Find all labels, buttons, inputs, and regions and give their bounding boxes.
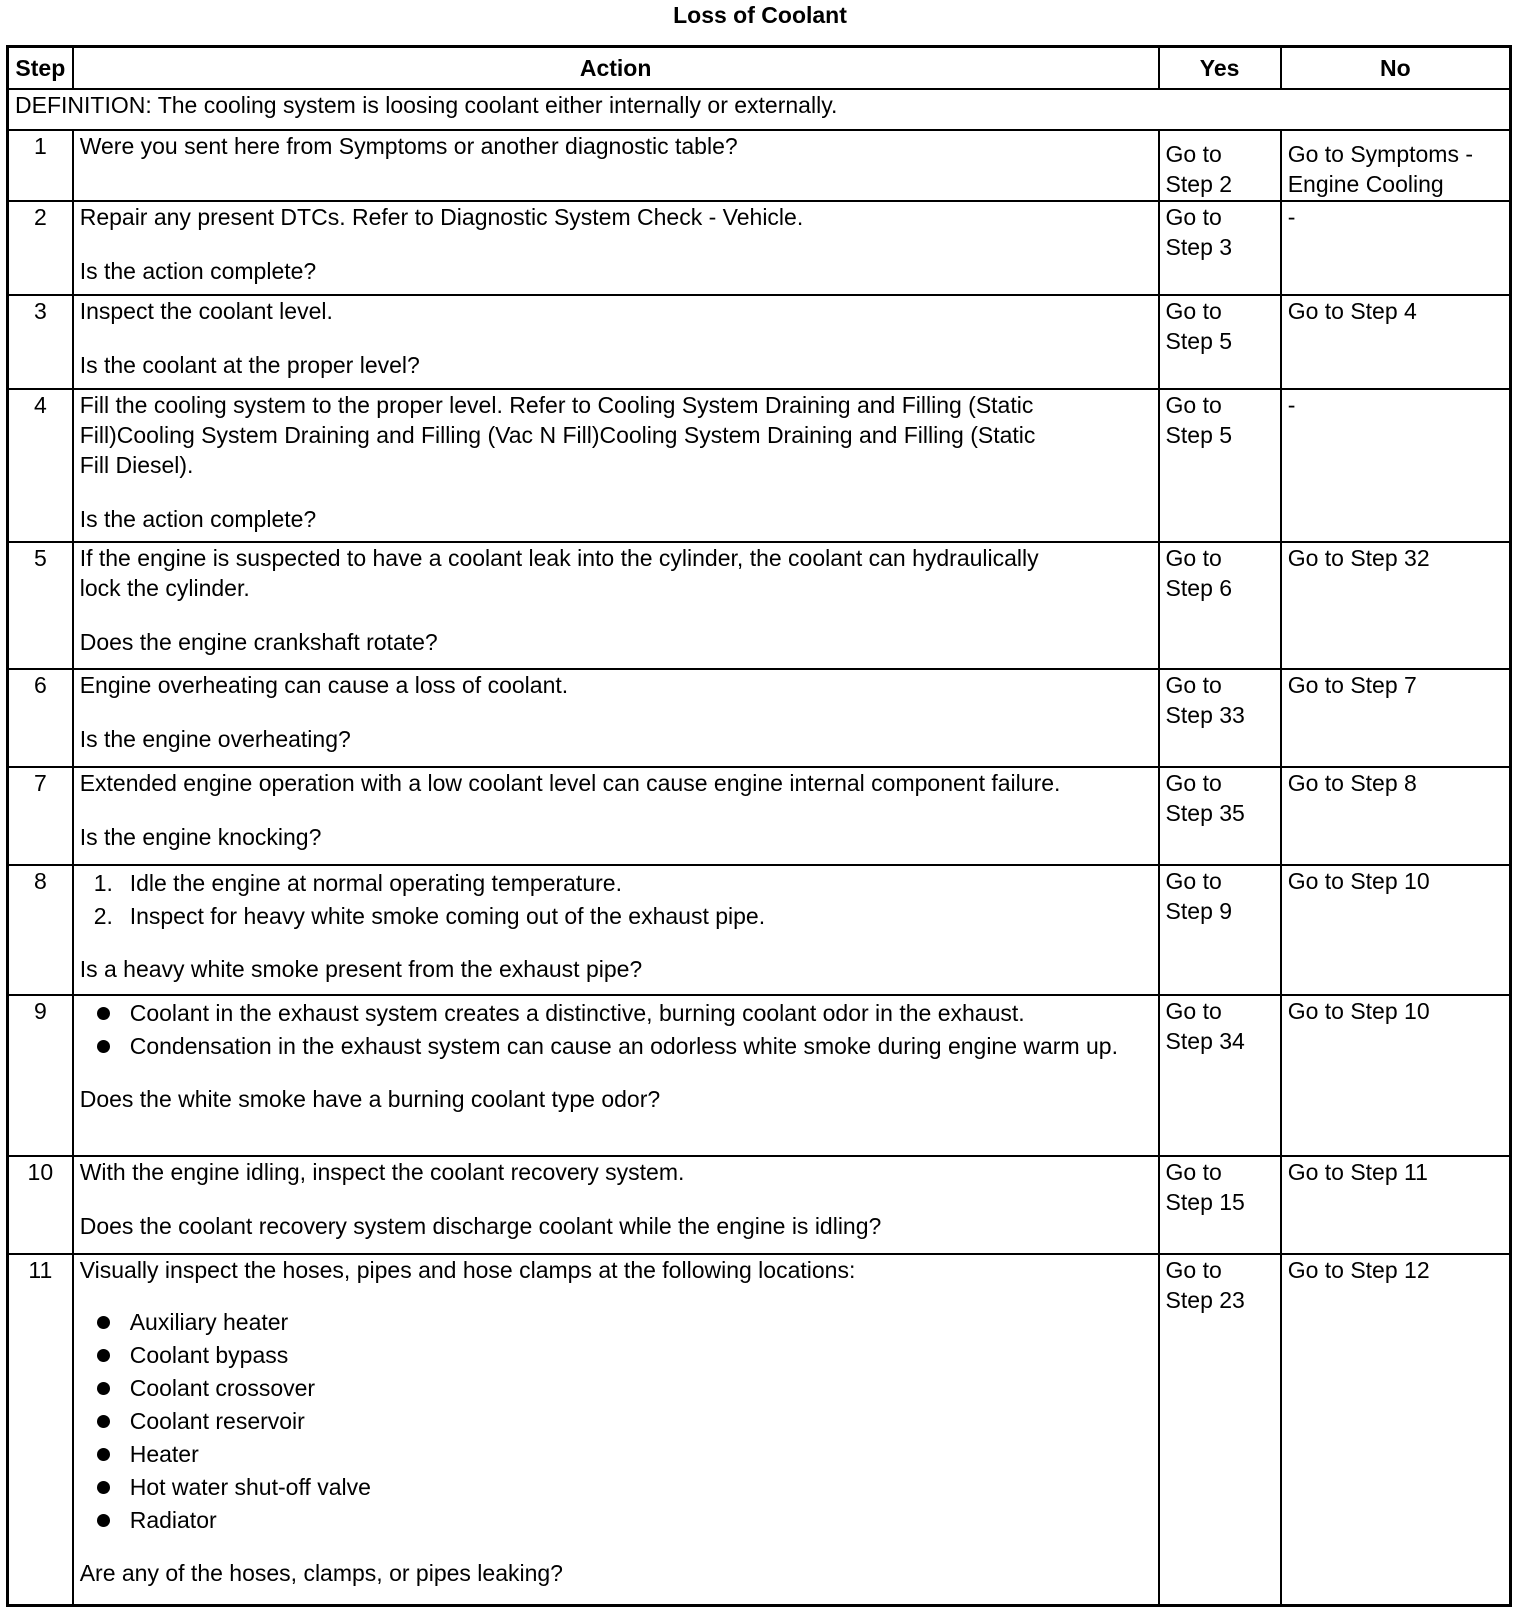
action-text: If the engine is suspected to have a coolant leak into the cylinder, the coolant can hydraulically <box>79 545 1039 571</box>
list-item <box>80 1340 1152 1370</box>
yes-cell <box>1159 1254 1281 1605</box>
yes-text: Go to <box>1165 672 1222 698</box>
list-item <box>80 1505 1152 1535</box>
header-no: No <box>1281 47 1511 90</box>
yes-step: Step 3 <box>1165 234 1233 260</box>
list-text: Coolant crossover <box>129 1375 316 1401</box>
action-question: Is the action complete? <box>79 258 317 284</box>
list-text: Coolant in the exhaust system creates a distinctive, burning coolant odor in the exhaust. <box>129 1000 1025 1026</box>
bullet-list <box>80 1307 1152 1535</box>
header-row <box>8 47 1511 90</box>
no-cell: Go to Step 12 <box>1281 1254 1511 1605</box>
bullet-icon <box>97 1481 110 1494</box>
bullet-icon <box>97 1007 110 1020</box>
list-marker: 1. <box>93 870 113 896</box>
yes-step: Step 35 <box>1165 800 1245 826</box>
bullet-list <box>80 998 1152 1061</box>
yes-cell <box>1159 201 1281 295</box>
action-question: Does the coolant recovery system discharge coolant while the engine is idling? <box>79 1213 882 1239</box>
definition-row <box>8 89 1511 130</box>
yes-cell <box>1159 542 1281 669</box>
diagnostic-table <box>6 45 1512 1607</box>
no-cell: Go to Step 10 <box>1281 995 1511 1156</box>
table-row <box>8 995 1511 1156</box>
bullet-icon <box>97 1514 110 1527</box>
list-text: Idle the engine at normal operating temperature. <box>129 870 622 896</box>
no-text: Go to Symptoms - <box>1287 141 1474 167</box>
yes-text: Go to <box>1165 204 1222 230</box>
list-text: Coolant reservoir <box>129 1408 305 1434</box>
no-cell: Go to Step 8 <box>1281 767 1511 865</box>
header-yes: Yes <box>1159 47 1281 90</box>
list-text: Auxiliary heater <box>129 1309 289 1335</box>
step-number: 4 <box>8 389 73 542</box>
table-row <box>8 1156 1511 1254</box>
yes-step: Step 9 <box>1165 898 1233 924</box>
action-question: Is the engine knocking? <box>79 824 322 850</box>
no-cell: Go to Step 32 <box>1281 542 1511 669</box>
definition-text: DEFINITION: The cooling system is loosing coolant either internally or externally. <box>8 89 1511 130</box>
list-text: Inspect for heavy white smoke coming out of the exhaust pipe. <box>129 903 766 929</box>
action-cell <box>73 1156 1159 1254</box>
no-text-2: Engine Cooling <box>1287 171 1444 197</box>
list-item <box>80 868 1152 898</box>
list-text: Coolant bypass <box>129 1342 289 1368</box>
action-question: Is a heavy white smoke present from the exhaust pipe? <box>79 956 643 982</box>
yes-cell <box>1159 995 1281 1156</box>
action-question: Is the action complete? <box>79 506 317 532</box>
yes-step: Step 23 <box>1165 1287 1245 1313</box>
table-row <box>8 201 1511 295</box>
action-text: Were you sent here from Symptoms or another diagnostic table? <box>79 133 738 159</box>
action-text-2: Fill)Cooling System Draining and Filling (Vac N Fill)Cooling System Draining and Filling (Static <box>79 422 1036 448</box>
list-item <box>80 1439 1152 1469</box>
bullet-icon <box>97 1316 110 1329</box>
action-text: Inspect the coolant level. <box>79 298 333 324</box>
yes-step: Step 5 <box>1165 328 1233 354</box>
action-text-2: lock the cylinder. <box>79 575 250 601</box>
bullet-icon <box>97 1382 110 1395</box>
no-cell: Go to Step 10 <box>1281 865 1511 995</box>
table-row <box>8 1254 1511 1605</box>
table-row <box>8 542 1511 669</box>
step-number: 8 <box>8 865 73 995</box>
numbered-list <box>80 868 1152 931</box>
yes-cell <box>1159 389 1281 542</box>
yes-cell <box>1159 669 1281 767</box>
yes-step: Step 5 <box>1165 422 1233 448</box>
action-question: Is the engine overheating? <box>79 726 351 752</box>
yes-cell <box>1159 295 1281 389</box>
yes-text: Go to <box>1165 998 1222 1024</box>
yes-text: Go to <box>1165 1159 1222 1185</box>
table-row <box>8 865 1511 995</box>
action-cell <box>73 669 1159 767</box>
yes-cell <box>1159 130 1281 201</box>
yes-step: Step 6 <box>1165 575 1233 601</box>
yes-text: Go to <box>1165 141 1222 167</box>
action-question: Are any of the hoses, clamps, or pipes leaking? <box>79 1560 563 1586</box>
action-cell <box>73 389 1159 542</box>
no-cell: - <box>1281 201 1511 295</box>
yes-step: Step 34 <box>1165 1028 1245 1054</box>
action-text: Visually inspect the hoses, pipes and hose clamps at the following locations: <box>79 1257 856 1283</box>
step-number: 1 <box>8 130 73 201</box>
action-question: Is the coolant at the proper level? <box>79 352 420 378</box>
list-text: Radiator <box>129 1507 217 1533</box>
action-text: Engine overheating can cause a loss of coolant. <box>79 672 569 698</box>
yes-step: Step 2 <box>1165 171 1233 197</box>
yes-step: Step 15 <box>1165 1189 1245 1215</box>
list-text: Heater <box>129 1441 199 1467</box>
list-item <box>80 1307 1152 1337</box>
action-cell <box>73 201 1159 295</box>
step-number: 3 <box>8 295 73 389</box>
yes-step: Step 33 <box>1165 702 1245 728</box>
table-row <box>8 130 1511 201</box>
bullet-icon <box>97 1349 110 1362</box>
bullet-icon <box>97 1415 110 1428</box>
action-cell <box>73 130 1159 201</box>
table-row <box>8 767 1511 865</box>
no-cell: - <box>1281 389 1511 542</box>
yes-cell <box>1159 865 1281 995</box>
no-cell: Go to Step 7 <box>1281 669 1511 767</box>
action-cell <box>73 1254 1159 1605</box>
list-item <box>80 1373 1152 1403</box>
action-cell <box>73 865 1159 995</box>
action-cell <box>73 295 1159 389</box>
table-row <box>8 295 1511 389</box>
step-number: 11 <box>8 1254 73 1605</box>
action-text: Repair any present DTCs. Refer to Diagnostic System Check - Vehicle. <box>79 204 804 230</box>
list-text: Hot water shut-off valve <box>129 1474 371 1500</box>
no-cell: Go to Step 4 <box>1281 295 1511 389</box>
bullet-icon <box>97 1040 110 1053</box>
yes-text: Go to <box>1165 868 1222 894</box>
action-cell <box>73 995 1159 1156</box>
action-text: With the engine idling, inspect the coolant recovery system. <box>79 1159 685 1185</box>
header-action: Action <box>73 47 1159 90</box>
page-title: Loss of Coolant <box>673 2 847 28</box>
table-row <box>8 669 1511 767</box>
list-marker: 2. <box>93 903 113 929</box>
step-number: 6 <box>8 669 73 767</box>
list-item <box>80 998 1152 1028</box>
action-text: Extended engine operation with a low coolant level can cause engine internal component failure. <box>79 770 1061 796</box>
list-text: Condensation in the exhaust system can cause an odorless white smoke during engine warm up. <box>129 1033 1118 1059</box>
action-question: Does the engine crankshaft rotate? <box>79 629 438 655</box>
no-cell <box>1281 130 1511 201</box>
yes-text: Go to <box>1165 545 1222 571</box>
action-question: Does the white smoke have a burning coolant type odor? <box>79 1086 661 1112</box>
list-item <box>80 1406 1152 1436</box>
step-number: 2 <box>8 201 73 295</box>
yes-text: Go to <box>1165 770 1222 796</box>
step-number: 9 <box>8 995 73 1156</box>
list-item <box>80 1472 1152 1502</box>
yes-cell <box>1159 767 1281 865</box>
yes-text: Go to <box>1165 1257 1222 1283</box>
action-cell <box>73 542 1159 669</box>
action-text: Fill the cooling system to the proper level. Refer to Cooling System Draining and Filling (Static <box>79 392 1034 418</box>
step-number: 5 <box>8 542 73 669</box>
bullet-icon <box>97 1448 110 1461</box>
yes-text: Go to <box>1165 298 1222 324</box>
list-item <box>80 901 1152 931</box>
step-number: 10 <box>8 1156 73 1254</box>
yes-text: Go to <box>1165 392 1222 418</box>
step-number: 7 <box>8 767 73 865</box>
action-text-3: Fill Diesel). <box>79 452 194 478</box>
list-item <box>80 1031 1152 1061</box>
no-cell: Go to Step 11 <box>1281 1156 1511 1254</box>
header-step: Step <box>8 47 73 90</box>
action-cell <box>73 767 1159 865</box>
table-row <box>8 389 1511 542</box>
yes-cell <box>1159 1156 1281 1254</box>
